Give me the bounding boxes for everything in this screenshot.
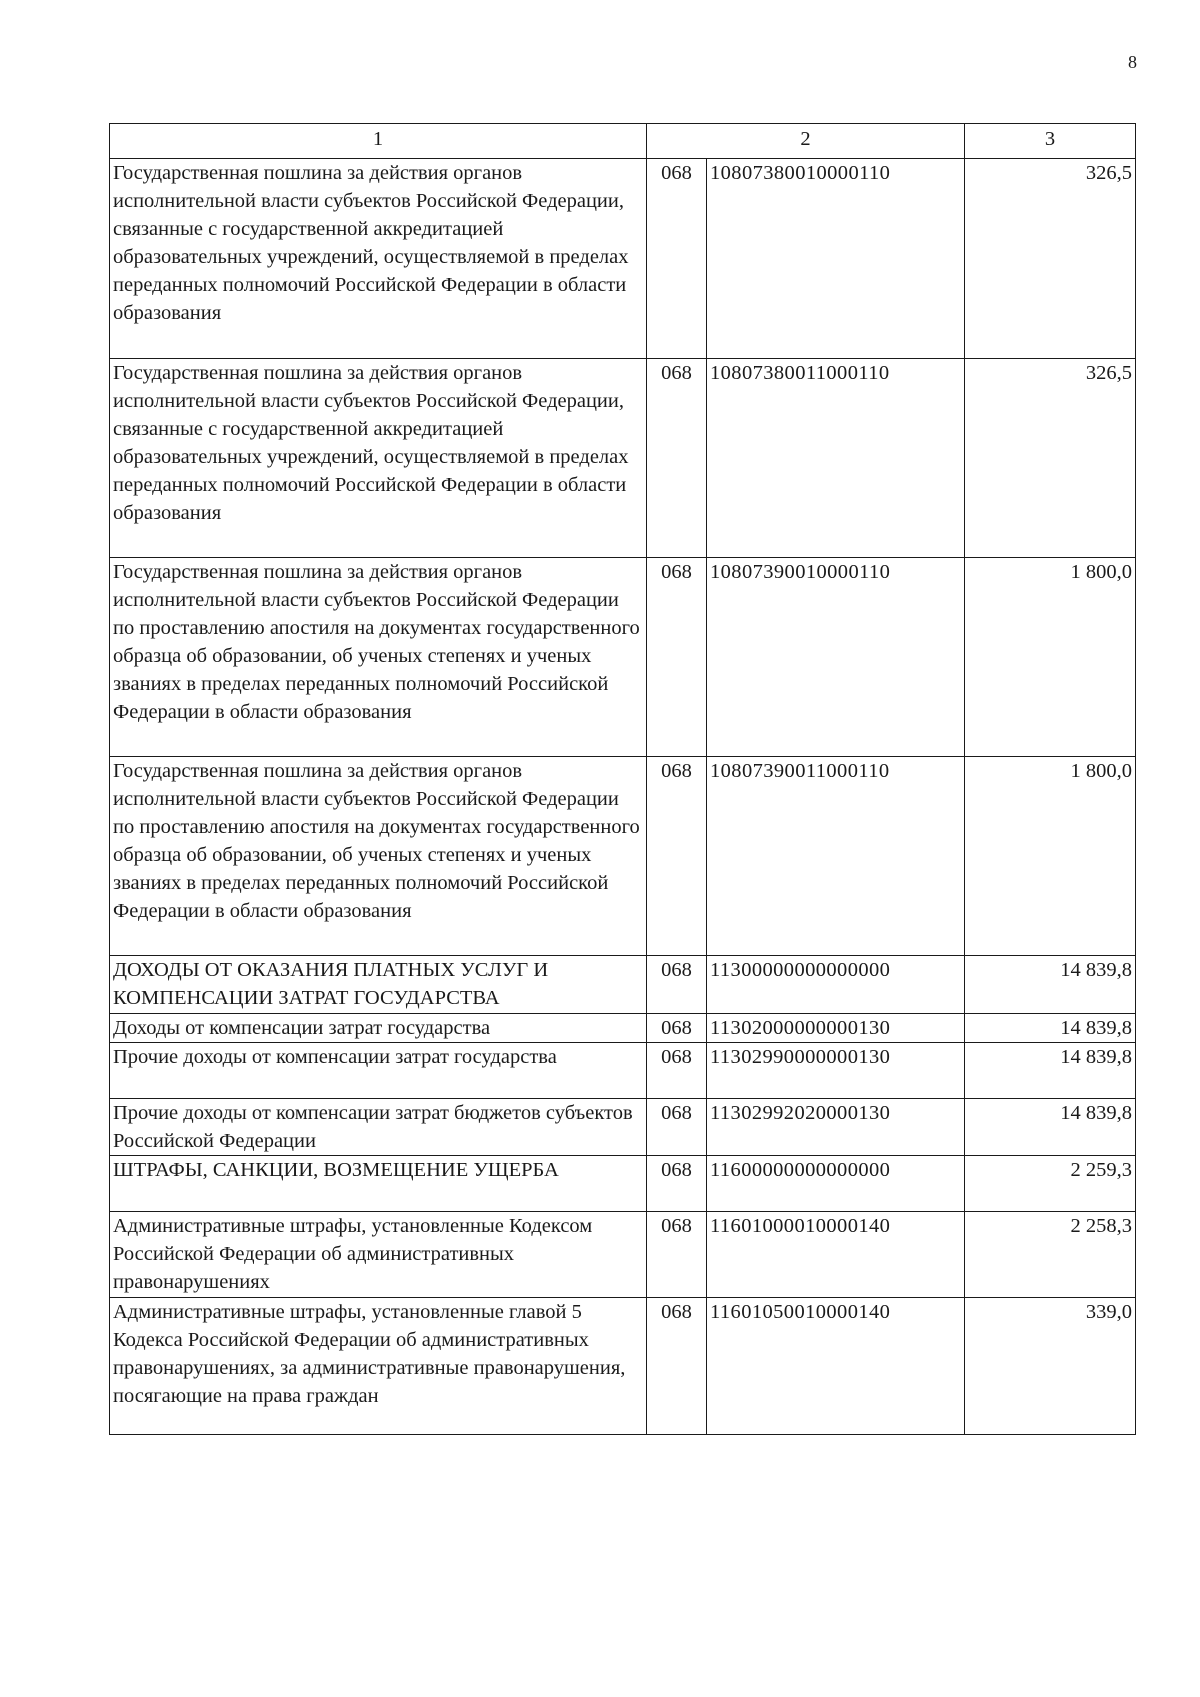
row-kbk-code: 11601050010000140	[707, 1298, 965, 1435]
row-amount: 326,5	[965, 359, 1136, 558]
table-row	[110, 1298, 1136, 1435]
row-admin-code: 068	[647, 1043, 707, 1099]
row-amount: 14 839,8	[965, 1014, 1136, 1043]
row-kbk-code: 10807390011000110	[707, 757, 965, 956]
row-admin-code: 068	[647, 956, 707, 1014]
row-name: Государственная пошлина за действия органов исполнительной власти субъектов Российской Федерации, связанные с государственной аккредитацией образовательных учреждений, осуществляемой в пределах переданных полномочий Российской Федерации в области образования	[110, 359, 647, 558]
row-admin-code: 068	[647, 1212, 707, 1298]
row-kbk-code: 10807390010000110	[707, 558, 965, 757]
table-row	[110, 1014, 1136, 1043]
row-name: Административные штрафы, установленные Кодексом Российской Федерации об административных правонарушениях	[110, 1212, 647, 1298]
row-kbk-code: 11302000000000130	[707, 1014, 965, 1043]
row-name: Доходы от компенсации затрат государства	[110, 1014, 647, 1043]
row-admin-code: 068	[647, 1014, 707, 1043]
row-amount: 2 258,3	[965, 1212, 1136, 1298]
header-row	[110, 124, 1136, 159]
table-row	[110, 159, 1136, 359]
row-amount: 1 800,0	[965, 558, 1136, 757]
row-admin-code: 068	[647, 359, 707, 558]
row-amount: 14 839,8	[965, 1099, 1136, 1156]
header-col-3: 3	[965, 124, 1136, 159]
row-name: ДОХОДЫ ОТ ОКАЗАНИЯ ПЛАТНЫХ УСЛУГ И КОМПЕНСАЦИИ ЗАТРАТ ГОСУДАРСТВА	[110, 956, 647, 1014]
row-kbk-code: 11300000000000000	[707, 956, 965, 1014]
row-name: Административные штрафы, установленные главой 5 Кодекса Российской Федерации об административных правонарушениях, за административные правонарушения, посягающие на права граждан	[110, 1298, 647, 1435]
row-amount: 1 800,0	[965, 757, 1136, 956]
table-row	[110, 1156, 1136, 1212]
row-name: Государственная пошлина за действия органов исполнительной власти субъектов Российской Федерации по проставлению апостиля на документах государственного образца об образовании, об ученых степенях и ученых званиях в пределах переданных полномочий Российской Федерации в области образования	[110, 558, 647, 757]
table-row	[110, 558, 1136, 757]
row-amount: 2 259,3	[965, 1156, 1136, 1212]
header-col-2: 2	[647, 124, 965, 159]
row-kbk-code: 10807380010000110	[707, 159, 965, 359]
row-admin-code: 068	[647, 757, 707, 956]
row-name: ШТРАФЫ, САНКЦИИ, ВОЗМЕЩЕНИЕ УЩЕРБА	[110, 1156, 647, 1212]
table-row	[110, 956, 1136, 1014]
table-row	[110, 1099, 1136, 1156]
table-row	[110, 1043, 1136, 1099]
row-name: Государственная пошлина за действия органов исполнительной власти субъектов Российской Федерации, связанные с государственной аккредитацией образовательных учреждений, осуществляемой в пределах переданных полномочий Российской Федерации в области образования	[110, 159, 647, 359]
row-name: Прочие доходы от компенсации затрат бюджетов субъектов Российской Федерации	[110, 1099, 647, 1156]
page-number: 8	[1128, 52, 1137, 72]
row-amount: 339,0	[965, 1298, 1136, 1435]
revenue-table	[109, 123, 1136, 1435]
row-name: Государственная пошлина за действия органов исполнительной власти субъектов Российской Федерации по проставлению апостиля на документах государственного образца об образовании, об ученых степенях и ученых званиях в пределах переданных полномочий Российской Федерации в области образования	[110, 757, 647, 956]
table-row	[110, 1212, 1136, 1298]
table-row	[110, 757, 1136, 956]
row-kbk-code: 11601000010000140	[707, 1212, 965, 1298]
row-admin-code: 068	[647, 1156, 707, 1212]
row-kbk-code: 11600000000000000	[707, 1156, 965, 1212]
row-name: Прочие доходы от компенсации затрат государства	[110, 1043, 647, 1099]
row-amount: 14 839,8	[965, 1043, 1136, 1099]
row-admin-code: 068	[647, 1099, 707, 1156]
row-amount: 326,5	[965, 159, 1136, 359]
row-amount: 14 839,8	[965, 956, 1136, 1014]
row-admin-code: 068	[647, 1298, 707, 1435]
table-row	[110, 359, 1136, 558]
header-col-1: 1	[110, 124, 647, 159]
row-kbk-code: 11302990000000130	[707, 1043, 965, 1099]
row-admin-code: 068	[647, 159, 707, 359]
row-kbk-code: 11302992020000130	[707, 1099, 965, 1156]
row-kbk-code: 10807380011000110	[707, 359, 965, 558]
row-admin-code: 068	[647, 558, 707, 757]
